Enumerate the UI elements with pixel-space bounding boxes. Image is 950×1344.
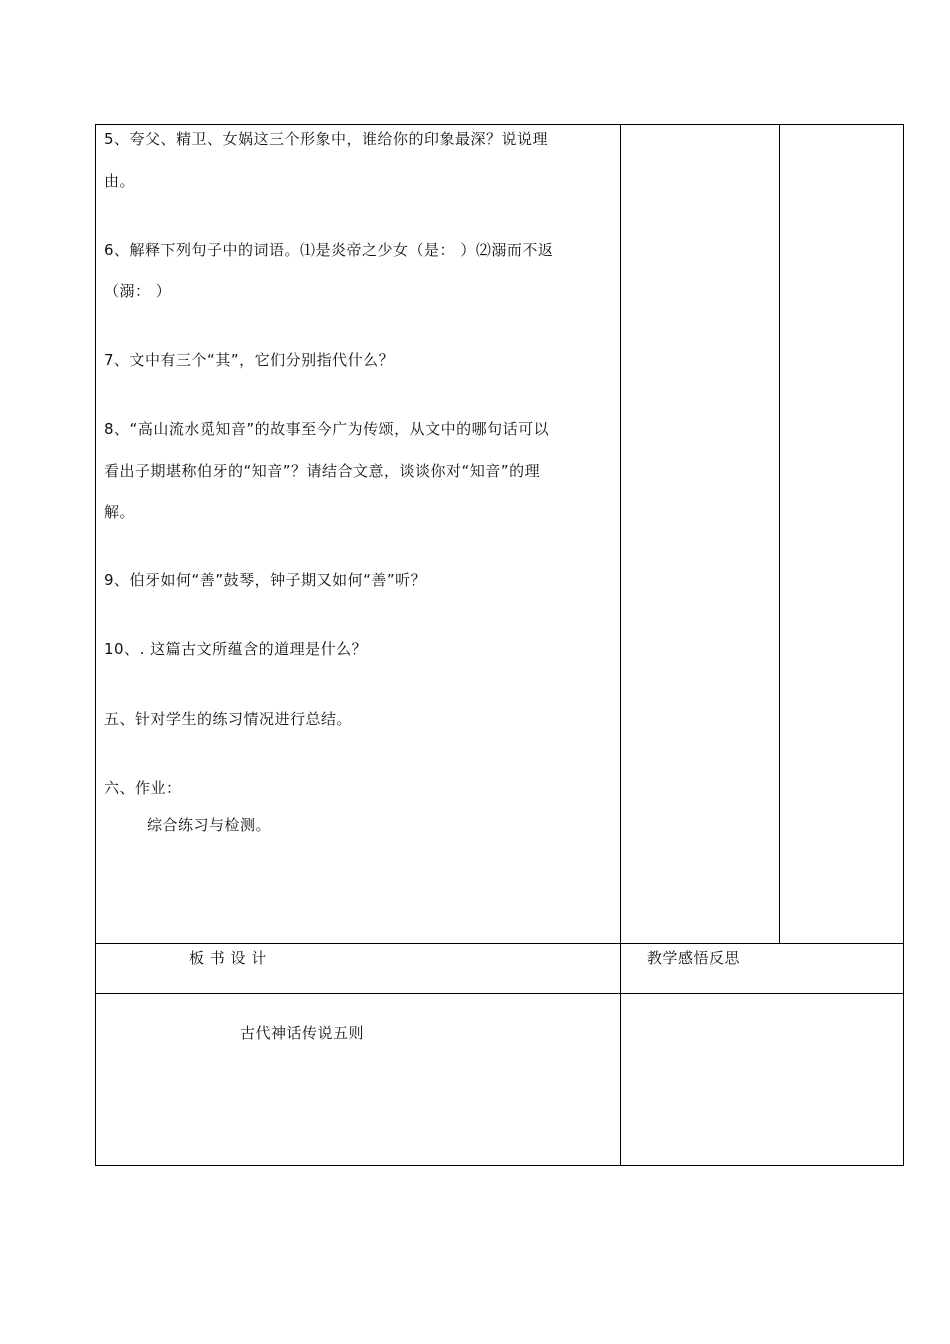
question-5-line-2: 由。 [104,172,136,190]
table-border-bottom [95,1165,904,1166]
table-border-top [95,124,904,125]
column-divider-main [620,124,621,1166]
question-8-line-3: 解。 [104,503,136,521]
question-6-line-1: 6、解释下列句子中的词语。⑴是炎帝之少女（是： ）⑵溺而不返 [104,241,554,259]
question-7: 7、文中有三个“其”，它们分别指代什么？ [104,351,395,369]
section-six-title: 六、作业： [104,779,182,797]
section-five-summary: 五、针对学生的练习情况进行总结。 [104,710,353,728]
question-6-line-2: （溺： ） [104,282,172,300]
question-9: 9、伯牙如何“善”鼓琴，钟子期又如何“善”听？ [104,571,427,589]
column-divider-right [779,124,780,944]
table-border-right [903,124,904,1166]
reflection-heading: 教学感悟反思 [647,949,741,967]
question-8-line-2: 看出子期堪称伯牙的“知音”？请结合文意，谈谈你对“知音”的理 [104,462,541,480]
board-design-heading: 板 书 设 计 [189,949,267,967]
table-border-left [95,124,96,1166]
row-divider-board-body [95,993,904,994]
question-10: 10、. 这篇古文所蕴含的道理是什么？ [104,640,368,658]
board-content-title: 古代神话传说五则 [240,1024,365,1042]
row-divider-board-header [95,943,904,944]
question-5-line-1: 5、夸父、精卫、女娲这三个形象中，谁给你的印象最深？说说理 [104,130,549,148]
section-six-homework: 综合练习与检测。 [147,816,272,834]
question-8-line-1: 8、“高山流水觅知音”的故事至今广为传颂，从文中的哪句话可以 [104,420,550,438]
